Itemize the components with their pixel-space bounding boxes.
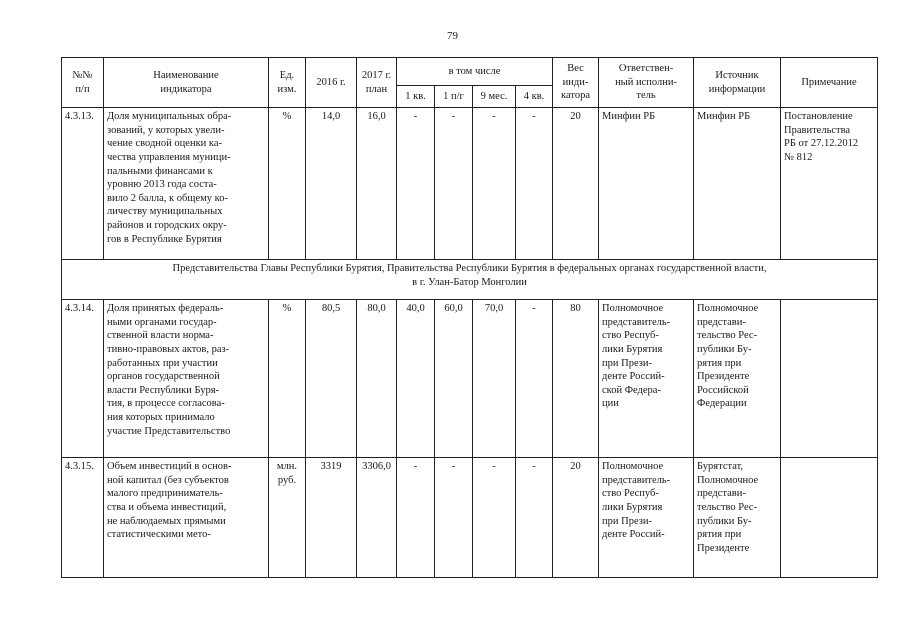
header-h1: 1 п/г — [435, 86, 473, 108]
table-row — [62, 458, 878, 578]
row-2017: 80,0 — [357, 300, 397, 458]
table-row — [62, 108, 878, 260]
row-h1: 60,0 — [435, 300, 473, 458]
row-q1: - — [397, 108, 435, 260]
row-unit: % — [269, 300, 306, 458]
row-weight: 20 — [553, 108, 599, 260]
row-note — [781, 300, 878, 458]
row-unit: % — [269, 108, 306, 260]
row-num: 4.3.15. — [62, 458, 104, 578]
row-2016: 80,5 — [306, 300, 357, 458]
row-weight: 80 — [553, 300, 599, 458]
header-row-top — [62, 58, 878, 86]
header-including: в том числе — [397, 58, 553, 86]
page-number: 79 — [447, 30, 458, 42]
section-title: Представительства Главы Республики Бурятия, Правительства Республики Бурятия в федеральных органах государственной власти, в г. Улан-Батор Монголии — [62, 260, 878, 300]
row-weight: 20 — [553, 458, 599, 578]
row-note — [781, 458, 878, 578]
header-num: №№ п/п — [62, 58, 104, 108]
row-q1: 40,0 — [397, 300, 435, 458]
header-q4: 4 кв. — [516, 86, 553, 108]
header-indicator-name: Наименование индикатора — [104, 58, 269, 108]
row-9m: 70,0 — [473, 300, 516, 458]
row-q4: - — [516, 108, 553, 260]
row-unit: млн. руб. — [269, 458, 306, 578]
header-unit: Ед. изм. — [269, 58, 306, 108]
indicator-table — [61, 57, 878, 578]
header-source: Источник информации — [694, 58, 781, 108]
row-h1: - — [435, 108, 473, 260]
row-indicator-name: Доля принятых федераль- ными органами государ- ственной власти норма- тивно-правовых актов, раз- работанных при участии органов государственной власти Республики Буря- тия, в процессе согласова- ния которых принимало участие Представительство — [104, 300, 269, 458]
row-q4: - — [516, 458, 553, 578]
row-num: 4.3.14. — [62, 300, 104, 458]
header-2016: 2016 г. — [306, 58, 357, 108]
row-2017: 16,0 — [357, 108, 397, 260]
section-row — [62, 260, 878, 300]
row-num: 4.3.13. — [62, 108, 104, 260]
row-responsible: Минфин РБ — [599, 108, 694, 260]
header-weight: Вес инди- катора — [553, 58, 599, 108]
table-row — [62, 300, 878, 458]
row-9m: - — [473, 458, 516, 578]
row-source: Минфин РБ — [694, 108, 781, 260]
row-2017: 3306,0 — [357, 458, 397, 578]
row-source: Полномочное представи- тельство Рес- публики Бу- рятия при Президенте Российской Федерации — [694, 300, 781, 458]
header-note: Примечание — [781, 58, 878, 108]
row-note: Постановление Правительства РБ от 27.12.2012 № 812 — [781, 108, 878, 260]
row-responsible: Полномочное представитель- ство Респуб- лики Бурятия при Прези- денте Россий- ской Федера- ции — [599, 300, 694, 458]
row-responsible: Полномочное представитель- ство Респуб- лики Бурятия при Прези- денте Россий- — [599, 458, 694, 578]
row-9m: - — [473, 108, 516, 260]
row-q4: - — [516, 300, 553, 458]
row-2016: 3319 — [306, 458, 357, 578]
header-2017-plan: 2017 г. план — [357, 58, 397, 108]
row-indicator-name: Объем инвестиций в основ- ной капитал (без субъектов малого предприниматель- ства и объема инвестиций, не наблюдаемых прямыми статистическими мето- — [104, 458, 269, 578]
row-source: Бурятстат, Полномочное представи- тельство Рес- публики Бу- рятия при Президенте — [694, 458, 781, 578]
row-q1: - — [397, 458, 435, 578]
header-9m: 9 мес. — [473, 86, 516, 108]
row-h1: - — [435, 458, 473, 578]
header-responsible: Ответствен- ный исполни- тель — [599, 58, 694, 108]
row-2016: 14,0 — [306, 108, 357, 260]
row-indicator-name: Доля муниципальных обра- зований, у которых увели- чение сводной оценки ка- чества управления муници- пальными финансами к уровню 2013 года соста- вило 2 балла, к общему ко- личеству муниципальных районов и городских окру- гов в Республике Бурятия — [104, 108, 269, 260]
header-q1: 1 кв. — [397, 86, 435, 108]
